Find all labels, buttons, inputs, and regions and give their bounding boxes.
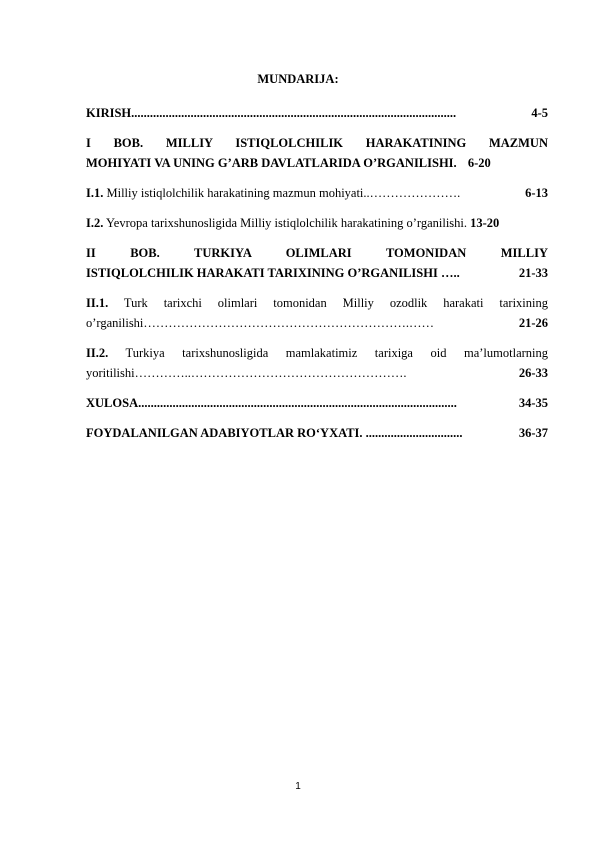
toc-entry-chapter-2-line-1[interactable]: II BOB. TURKIYA OLIMLARI TOMONIDAN MILLIY	[86, 246, 548, 260]
toc-entry-page: 6-13	[525, 186, 548, 200]
toc-entry-page: 6-20	[467, 156, 491, 170]
page-number: 1	[295, 781, 301, 792]
toc-entry-text: o’rganilishi……………………………………………………….……	[86, 316, 435, 330]
toc-entry-text: KIRISH........................................................................................................	[86, 106, 457, 120]
toc-entry-page: 26-33	[518, 366, 548, 380]
toc-entry-text: Turkiya tarixshunosligida mamlakatimiz tarixiga oid ma’lumotlarning	[108, 346, 548, 360]
toc-entry-bibliography[interactable]	[86, 426, 548, 441]
toc-entry-label: I.2.	[86, 216, 104, 230]
toc-entry-text: FOYDALANILGAN ADABIYOTLAR RO‘YXATI. ...............................	[86, 426, 463, 440]
toc-entry-label: II.1.	[86, 296, 109, 310]
toc-entry-section-2-2-line-2[interactable]	[86, 366, 548, 381]
toc-entry-page: 13-20	[470, 216, 500, 230]
toc-entry-text: MOHIYATI VA UNING G’ARB DAVLATLARIDA O’RGANILISHI.	[86, 156, 457, 170]
page-title: MUNDARIJA:	[257, 72, 339, 86]
toc-entry-text: yoritilishi…………..…………………………………………….	[86, 366, 407, 380]
toc-entry-chapter-1-line-2[interactable]	[86, 156, 548, 171]
toc-entry-text: XULOSA......................................................................................................	[86, 396, 457, 410]
toc-entry-section-2-1-line-2[interactable]	[86, 316, 548, 331]
toc-entry-label: II.2.	[86, 346, 109, 360]
toc-entry-page: 34-35	[518, 396, 548, 410]
toc-entry-page: 21-33	[518, 266, 548, 280]
toc-entry-page: 4-5	[531, 106, 548, 120]
toc-entry-kirish[interactable]	[86, 106, 548, 121]
toc-entry-section-2-1-line-1[interactable]	[86, 296, 548, 311]
toc-entry-text: Turk tarixchi olimlari tomonidan Milliy ozodlik harakati tarixining	[108, 296, 548, 310]
toc-entry-section-1-1[interactable]	[86, 186, 548, 201]
toc-entry-section-2-2-line-1[interactable]	[86, 346, 548, 361]
toc-entry-page: 21-26	[518, 316, 548, 330]
toc-entry-text: ISTIQLOLCHILIK HARAKATI TARIXINING O’RGANILISHI …..	[86, 266, 460, 280]
toc-entry-text: Milliy istiqlolchilik harakatining mazmun mohiyati..………………….	[103, 186, 461, 200]
toc-entry-chapter-2-line-2[interactable]	[86, 266, 548, 281]
toc-entry-text: Yevropa tarixshunosligida Milliy istiqlolchilik harakatining o’rganilishi.	[103, 216, 468, 230]
toc-entry-section-1-2[interactable]	[86, 216, 548, 231]
toc-entry-xulosa[interactable]	[86, 396, 548, 411]
toc-entry-chapter-1-line-1[interactable]: I BOB. MILLIY ISTIQLOLCHILIK HARAKATINING MAZMUN	[86, 136, 548, 150]
toc-entry-label: I.1.	[86, 186, 104, 200]
toc-entry-page: 36-37	[518, 426, 548, 440]
